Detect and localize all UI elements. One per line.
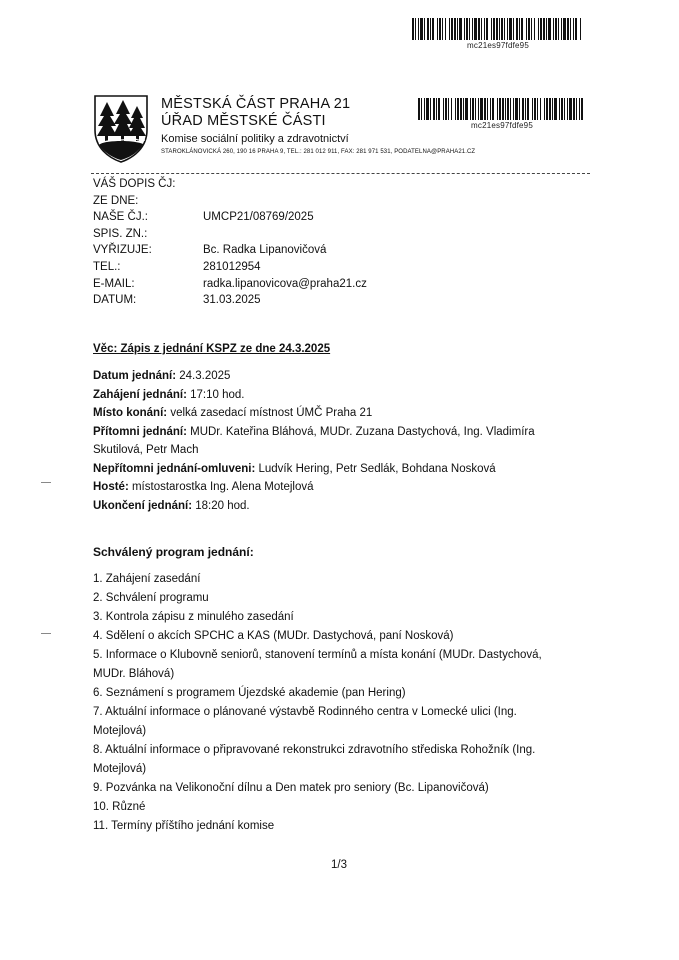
letter-subject: Věc: Zápis z jednání KSPZ ze dne 24.3.2025 xyxy=(93,343,331,355)
barcode-bars xyxy=(412,18,584,40)
top-barcode xyxy=(412,18,584,50)
program-item: 6. Seznámení s programem Újezdské akademie (pan Hering) xyxy=(93,687,406,699)
meeting-present-cont: Skutilová, Petr Mach xyxy=(93,444,199,456)
barcode-code: mc21es97fdfe95 xyxy=(467,41,529,50)
program-item: Motejlová) xyxy=(93,763,147,775)
program-item: Motejlová) xyxy=(93,725,147,737)
reference-label: NAŠE ČJ.: xyxy=(93,211,148,224)
reference-value: Bc. Radka Lipanovičová xyxy=(203,244,327,257)
program-item: 9. Pozvánka na Velikonoční dílnu a Den matek pro seniory (Bc. Lipanovičová) xyxy=(93,782,489,794)
page-number: 1/3 xyxy=(331,859,347,871)
header-barcode xyxy=(418,98,586,130)
barcode-code: mc21es97fdfe95 xyxy=(471,121,533,130)
program-item: 7. Aktuální informace o plánované výstavbě Rodinného centra v Lomecké ulici (Ing. xyxy=(93,706,517,718)
program-item: 11. Termíny příštího jednání komise xyxy=(93,820,275,832)
meeting-date: Datum jednání: 24.3.2025 xyxy=(93,370,231,382)
reference-value: 281012954 xyxy=(203,260,261,273)
reference-row xyxy=(93,292,513,309)
meeting-start: Zahájení jednání: 17:10 hod. xyxy=(93,388,245,401)
reference-label: SPIS. ZN.: xyxy=(93,227,148,240)
program-title: Schválený program jednání: xyxy=(93,545,254,559)
margin-mark xyxy=(41,482,51,483)
committee-name: Komise sociální politiky a zdravotnictví xyxy=(161,133,349,145)
program-item: 10. Různé xyxy=(93,801,146,813)
reference-label: E-MAIL: xyxy=(93,277,135,290)
meeting-guests: Hosté: místostarostka Ing. Alena Motejlová xyxy=(93,481,314,493)
barcode-bars xyxy=(418,98,586,120)
reference-row xyxy=(93,193,513,210)
program-item: 2. Schválení programu xyxy=(93,592,209,604)
program-list xyxy=(93,570,613,836)
meeting-place: Místo konání: velká zasedací místnost ÚMČ Praha 21 xyxy=(93,407,373,419)
reference-row xyxy=(93,259,513,276)
reference-value: UMCP21/08769/2025 xyxy=(203,211,314,224)
org-title-line1: MĚSTSKÁ ČÁST PRAHA 21 xyxy=(161,96,351,112)
margin-mark xyxy=(41,633,51,634)
meeting-end: Ukončení jednání: 18:20 hod. xyxy=(93,499,250,512)
reference-block xyxy=(93,176,513,309)
meeting-details xyxy=(93,367,593,515)
reference-row xyxy=(93,226,513,243)
reference-row xyxy=(93,209,513,226)
org-address: STAROKLÁNOVICKÁ 260, 190 16 PRAHA 9, TEL.: 281 012 911, FAX: 281 971 531, PODATELNA@PRAHA21.CZ xyxy=(161,149,476,155)
meeting-present: Přítomni jednání: MUDr. Kateřina Bláhová, MUDr. Zuzana Dastychová, Ing. Vladimíra xyxy=(93,425,535,438)
program-item: 1. Zahájení zasedání xyxy=(93,573,201,585)
coat-of-arms-logo xyxy=(93,94,149,164)
reference-row xyxy=(93,242,513,259)
reference-value: radka.lipanovicova@praha21.cz xyxy=(203,277,367,290)
reference-label: ZE DNE: xyxy=(93,194,139,207)
meeting-absent: Nepřítomni jednání-omluveni: Ludvík Hering, Petr Sedlák, Bohdana Nosková xyxy=(93,462,496,475)
reference-value: 31.03.2025 xyxy=(203,294,261,307)
program-item: 5. Informace o Klubovně seniorů, stanovení termínů a místa konání (MUDr. Dastychová, xyxy=(93,649,542,661)
org-title-line2: ÚŘAD MĚSTSKÉ ČÁSTI xyxy=(161,113,326,129)
reference-row xyxy=(93,176,513,193)
program-item: MUDr. Bláhová) xyxy=(93,668,175,680)
reference-label: TEL.: xyxy=(93,260,121,273)
reference-label: VYŘIZUJE: xyxy=(93,244,152,257)
reference-label: DATUM: xyxy=(93,294,137,307)
program-item: 3. Kontrola zápisu z minulého zasedání xyxy=(93,611,294,623)
reference-label: VÁŠ DOPIS ČJ: xyxy=(93,178,176,190)
program-item: 8. Aktuální informace o připravované rekonstrukci zdravotního střediska Rohožník (Ing. xyxy=(93,744,536,756)
header-divider xyxy=(91,173,590,174)
reference-row xyxy=(93,276,513,293)
program-item: 4. Sdělení o akcích SPCHC a KAS (MUDr. Dastychová, paní Nosková) xyxy=(93,630,454,642)
